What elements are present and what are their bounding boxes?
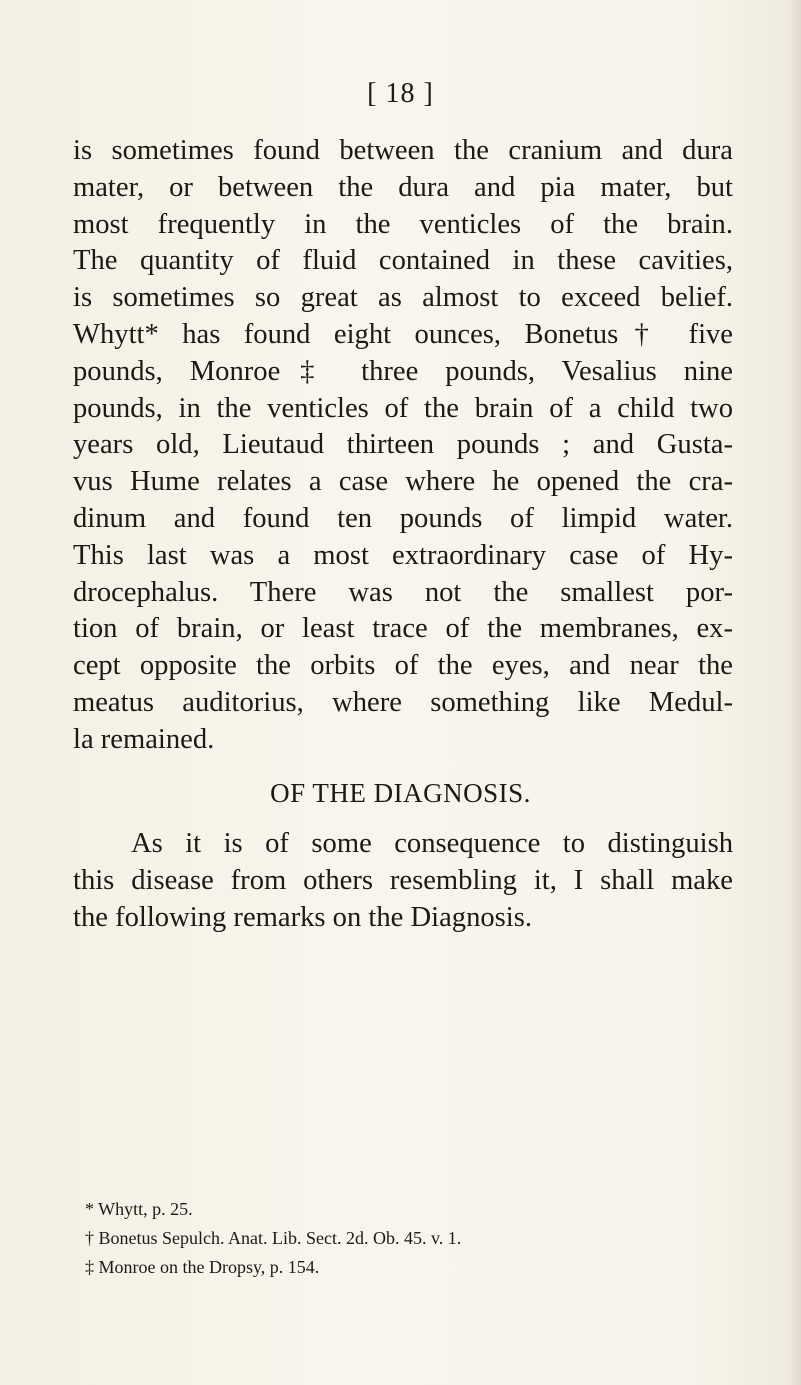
text-line: this disease from others resembling it, I shall make [73,864,733,896]
page-number: [ 18 ] [367,78,434,109]
paragraph-2 [73,826,733,936]
text-line: dinum and found ten pounds of limpid water. [73,502,733,534]
footnotes [85,1195,725,1282]
page-edge-shadow [787,0,801,1385]
text-line: vus Hume relates a case where he opened the cra- [73,466,733,498]
text-line: tion of brain, or least trace of the membranes, ex- [73,613,733,645]
text-line: is sometimes found between the cranium and dura [73,135,733,166]
paragraph-1 [73,133,733,759]
section-heading: OF THE DIAGNOSIS. [270,778,531,808]
text-line: drocephalus. There was not the smallest por- [73,576,733,608]
text-line: most frequently in the venticles of the brain. [73,208,733,240]
text-line: the following remarks on the Diagnosis. [73,901,533,933]
text-line: meatus auditorius, where something like Medul- [73,686,733,718]
text-line: pounds, Monroe‡ three pounds, Vesalius nine [73,355,733,387]
text-line: is sometimes so great as almost to exceed belief. [73,282,733,314]
text-line: cept opposite the orbits of the eyes, and near the [73,650,733,682]
text-line: This last was a most extraordinary case of Hy- [73,539,733,571]
text-line: The quantity of fluid contained in these cavities, [73,245,733,277]
footnote: † Bonetus Sepulch. Anat. Lib. Sect. 2d. Ob. 45. v. 1. [85,1228,462,1248]
text-line: mater, or between the dura and pia mater, but [73,171,733,203]
text-line: pounds, in the venticles of the brain of a child two [73,392,733,424]
text-line: Whytt* has found eight ounces, Bonetus† five [73,318,733,350]
text-line: years old, Lieutaud thirteen pounds ; and Gusta- [73,429,733,461]
footnote: * Whytt, p. 25. [85,1199,193,1219]
text-line: la remained. [73,723,215,755]
footnote: ‡ Monroe on the Dropsy, p. 154. [85,1257,320,1277]
text-line: As it is of some consequence to distinguish [131,828,733,859]
